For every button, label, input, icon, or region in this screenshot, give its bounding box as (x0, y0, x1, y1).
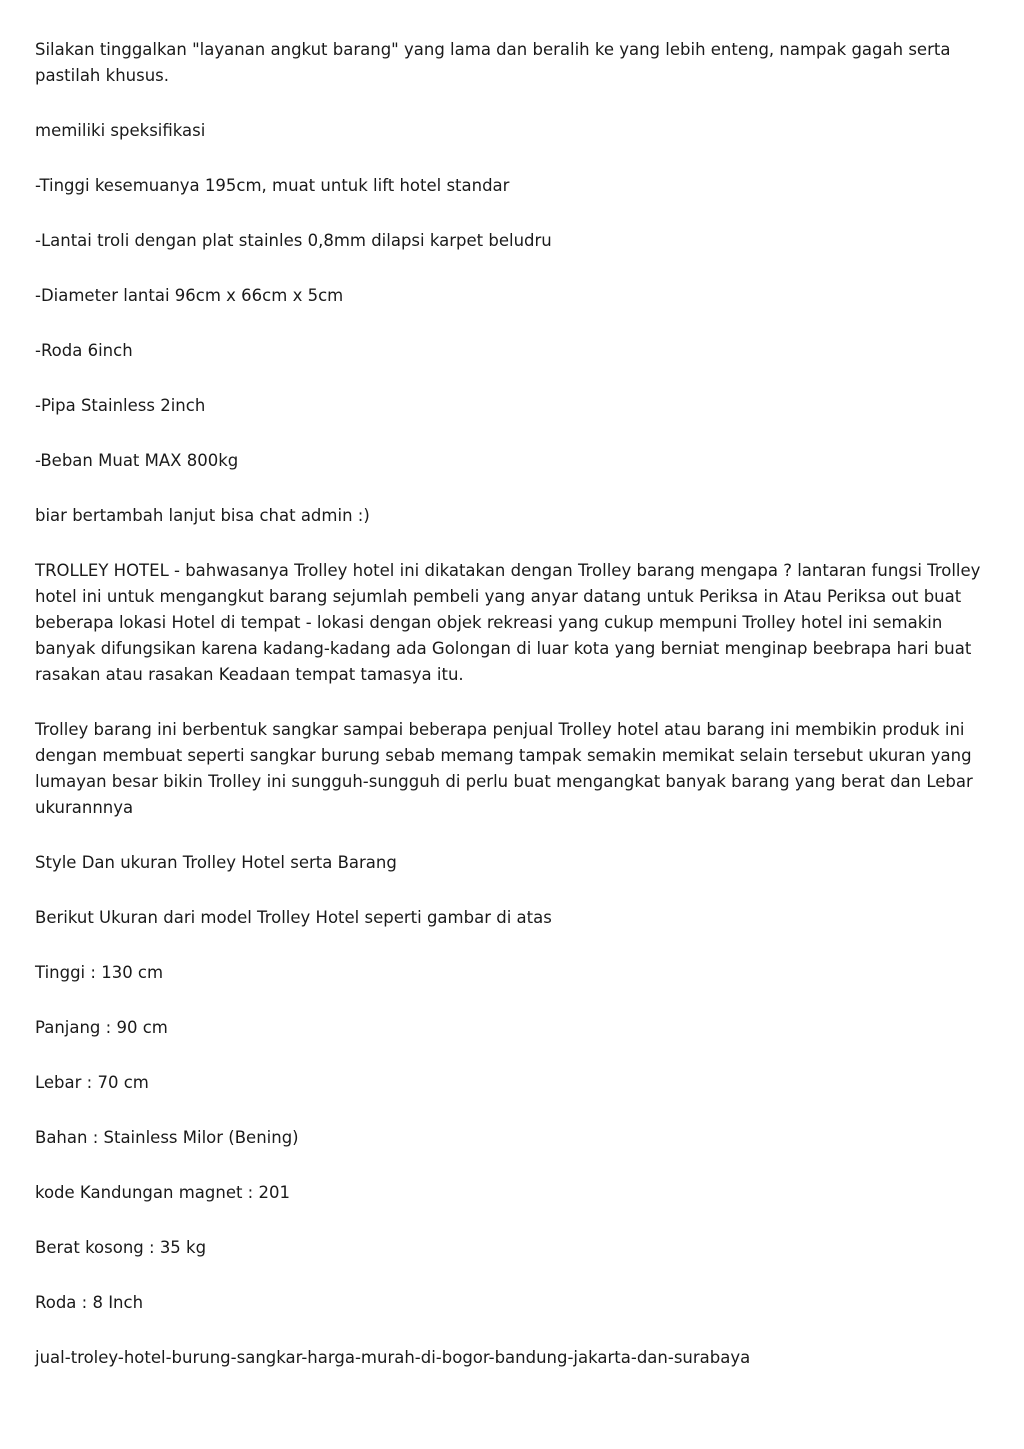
spec-wheel: -Roda 6inch (35, 341, 133, 360)
size-width: Lebar : 70 cm (35, 1073, 149, 1092)
trolley-hotel-paragraph: TROLLEY HOTEL - bahwasanya Trolley hotel ini dikatakan dengan Trolley barang mengapa ? lantaran fungsi Trolley hotel ini untuk mengangkut barang sejumlah pembeli yang anyar datang untuk Periksa in Atau Periksa out buat beberapa lokasi Hotel di tempat - lokasi dengan objek rekreasi yang cukup mempuni Trolley hotel ini semakin banyak difungsikan karena kadang-kadang ada Golongan di luar kota yang berniat menginap beebrapa hari buat rasakan atau rasakan Keadaan tempat tamasya itu. (35, 561, 981, 684)
document-page (35, 37, 990, 1400)
size-empty-weight: Berat kosong : 35 kg (35, 1238, 207, 1257)
spec-floor-plate: -Lantai troli dengan plat stainles 0,8mm dilapsi karpet beludru (35, 231, 552, 250)
size-height: Tinggi : 130 cm (35, 963, 164, 982)
slug-text: jual-troley-hotel-burung-sangkar-harga-murah-di-bogor-bandung-jakarta-dan-surabaya (35, 1348, 751, 1367)
cage-trolley-paragraph: Trolley barang ini berbentuk sangkar sampai beberapa penjual Trolley hotel atau barang ini membikin produk ini dengan membuat seperti sangkar burung sebab memang tampak semakin memikat selain tersebut ukuran yang lumayan besar bikin Trolley ini sungguh-sungguh di perlu buat mengangkat banyak barang yang berat dan Lebar ukurannnya (35, 720, 973, 817)
style-size-heading: Style Dan ukuran Trolley Hotel serta Barang (35, 853, 397, 872)
spec-floor-diameter: -Diameter lantai 96cm x 66cm x 5cm (35, 286, 344, 305)
spec-heading: memiliki speksifikasi (35, 121, 206, 140)
spec-max-load: -Beban Muat MAX 800kg (35, 451, 239, 470)
spec-height: -Tinggi kesemuanya 195cm, muat untuk lift hotel standar (35, 176, 510, 195)
spec-pipe: -Pipa Stainless 2inch (35, 396, 206, 415)
size-material: Bahan : Stainless Milor (Bening) (35, 1128, 299, 1147)
size-wheel: Roda : 8 Inch (35, 1293, 144, 1312)
size-intro-text: Berikut Ukuran dari model Trolley Hotel seperti gambar di atas (35, 908, 552, 927)
intro-paragraph: Silakan tinggalkan "layanan angkut barang" yang lama dan beralih ke yang lebih enteng, nampak gagah serta pastilah khusus. (35, 40, 951, 85)
contact-admin-text: biar bertambah lanjut bisa chat admin :) (35, 506, 370, 525)
size-magnet-code: kode Kandungan magnet : 201 (35, 1183, 290, 1202)
size-length: Panjang : 90 cm (35, 1018, 168, 1037)
